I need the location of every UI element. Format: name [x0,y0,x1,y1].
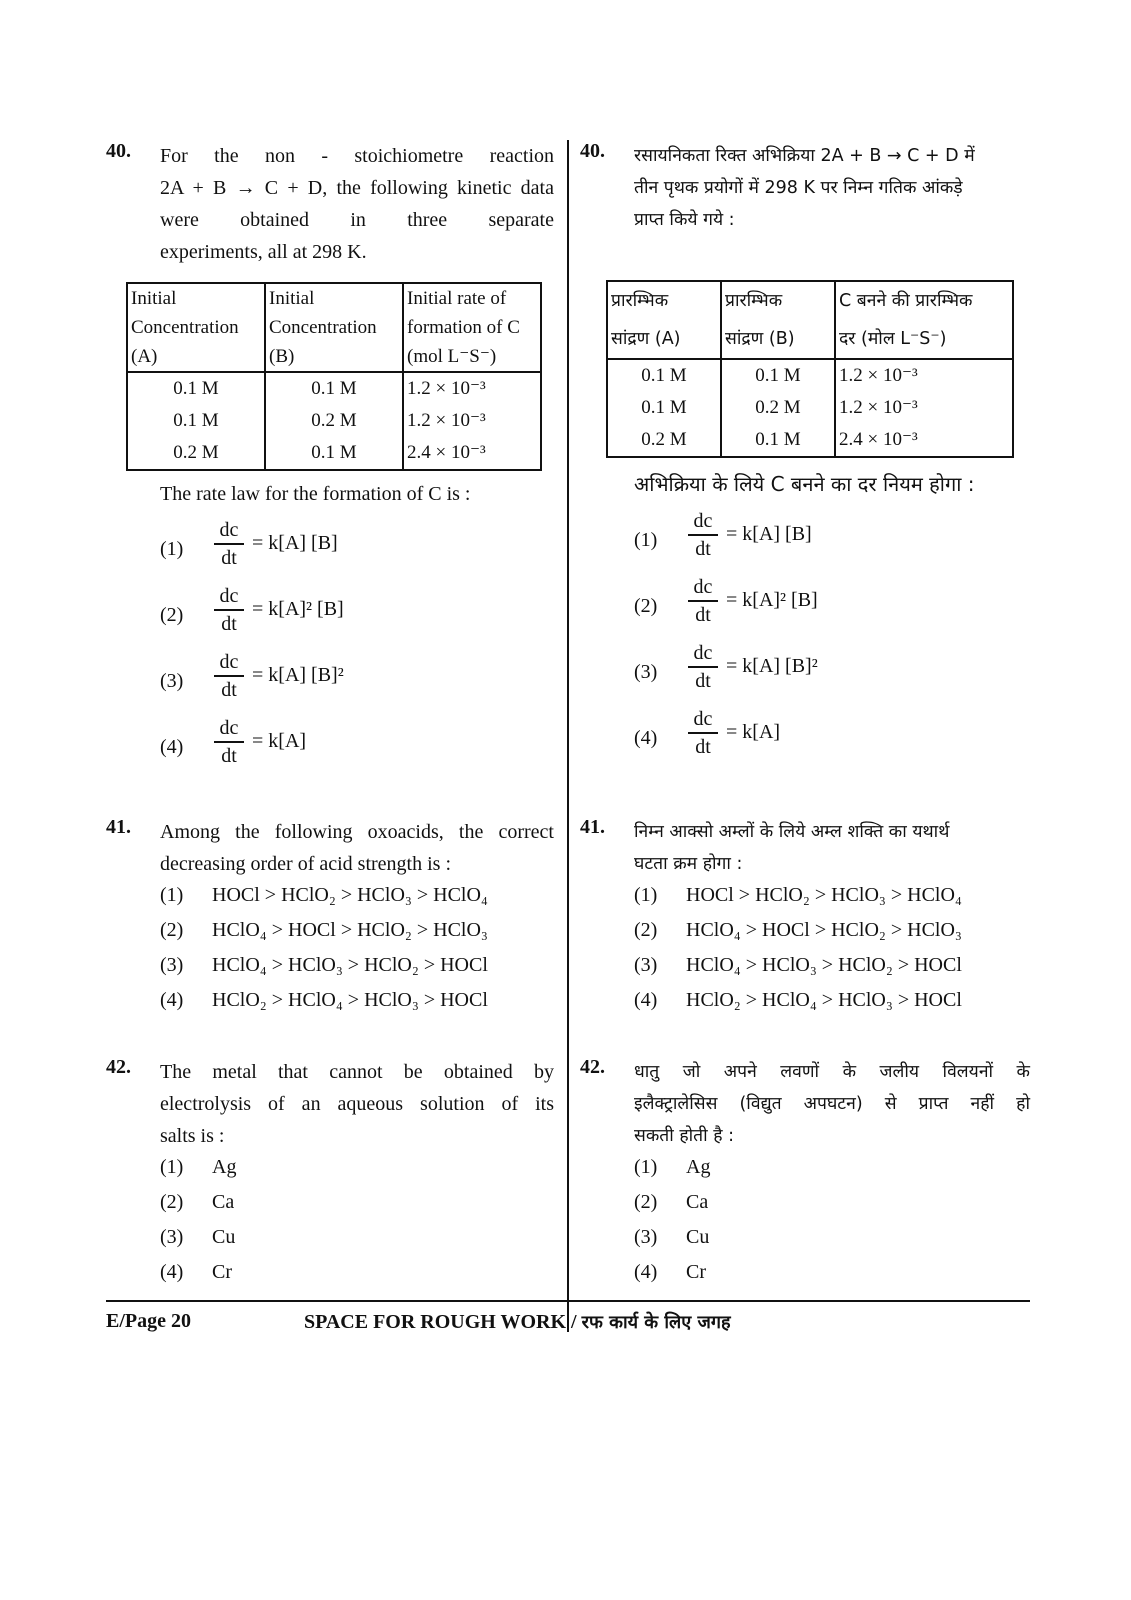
derivative-fraction: dc dt [214,716,244,768]
option-number: (2) [160,604,184,626]
derivative-fraction: dc dt [214,650,244,702]
metal-options-en [106,1156,554,1296]
option-number: (4) [160,736,184,758]
option-4[interactable] [634,707,1030,773]
kinetic-data-table [606,280,1014,458]
table-header-row [127,283,541,372]
derivative-fraction: dc dt [688,641,718,693]
derivative-fraction: dc dt [214,584,244,636]
option-3[interactable] [160,650,554,716]
footer-rule [106,1300,1030,1302]
question-41-hi [580,816,1030,1024]
option-1[interactable]: (1) Ag [160,1156,237,1178]
acid-options-hi [580,884,1030,1024]
table-cell: 0.1 M [721,424,835,457]
table-cell: 0.1 M [265,437,403,470]
table-cell: 0.2 M [721,392,835,424]
option-text: = k[A] [252,730,307,752]
derivative-fraction: dc dt [688,575,718,627]
question-number: 42. [106,1056,131,1078]
option-2[interactable] [634,575,1030,641]
option-3[interactable] [634,641,1030,707]
table-row [127,372,541,405]
option-text: = k[A] [B] [252,532,338,554]
question-text: salts is : [160,1125,225,1147]
table-row [127,437,541,470]
question-text: 2A + B → C + D, the following kinetic data [160,177,554,199]
option-1[interactable]: (1) HOCl > HClO₂ > HClO₃ > HClO₄ [634,884,962,906]
question-number: 40. [106,140,131,162]
option-3[interactable]: (3) Cu [160,1226,236,1248]
table-cell: 0.2 M [265,405,403,437]
option-text: = k[A] [B]² [252,664,344,686]
table-cell: 0.1 M [265,372,403,405]
option-text: = k[A] [B] [726,523,812,545]
question-42-en [106,1056,554,1296]
question-text: decreasing order of acid strength is : [160,853,452,875]
kinetic-data-table [126,282,542,471]
option-2[interactable]: (2) HClO₄ > HOCl > HClO₂ > HClO₃ [634,919,962,941]
option-1[interactable] [160,518,554,584]
question-number: 40. [580,140,605,162]
table-row [607,424,1013,457]
table-header-cell: Initial rate of formation of C (mol L⁻S⁻) [403,283,541,372]
question-prompt: The rate law for the formation of C is : [160,483,471,505]
option-2[interactable]: (2) Ca [160,1191,235,1213]
option-number: (4) [634,727,658,749]
table-cell: 1.2 × 10⁻³ [403,405,541,437]
option-number: (2) [634,595,658,617]
column-divider [567,140,569,1332]
table-cell: 1.2 × 10⁻³ [835,392,1013,424]
question-text: घटता क्रम होगा : [634,854,743,874]
table-header-row [607,281,1013,359]
question-number: 41. [106,816,131,838]
option-text: = k[A]² [B] [252,598,344,620]
table-row [607,392,1013,424]
table-cell: 1.2 × 10⁻³ [835,359,1013,392]
table-cell: 0.2 M [607,424,721,457]
option-text: = k[A] [B]² [726,655,818,677]
option-text: = k[A] [726,721,781,743]
table-row [127,405,541,437]
question-text: were obtained in three separate [160,209,554,231]
rough-work-label: SPACE FOR ROUGH WORK / रफ कार्य के लिए जगह [304,1311,731,1333]
option-2[interactable]: (2) Ca [634,1191,709,1213]
derivative-fraction: dc dt [214,518,244,570]
option-number: (1) [160,538,184,560]
option-2[interactable]: (2) HClO₄ > HOCl > HClO₂ > HClO₃ [160,919,488,941]
question-prompt: अभिक्रिया के लिये C बनने का दर नियम होगा : [634,472,975,496]
table-cell: 0.1 M [607,392,721,424]
rate-options-hi [580,509,1030,773]
acid-options-en [106,884,554,1024]
option-4[interactable] [160,716,554,782]
page-number: E/Page 20 [106,1310,191,1332]
question-text: electrolysis of an aqueous solution of its [160,1093,554,1115]
derivative-fraction: dc dt [688,707,718,759]
option-number: (1) [634,529,658,551]
option-3[interactable]: (3) Cu [634,1226,710,1248]
question-40-hi [580,140,1030,773]
question-text: धातु जो अपने लवणों के जलीय विलयनों के [634,1062,1030,1082]
question-40-en [106,140,554,782]
question-42-hi [580,1056,1030,1296]
option-1[interactable]: (1) HOCl > HClO₂ > HClO₃ > HClO₄ [160,884,488,906]
question-number: 42. [580,1056,605,1078]
option-3[interactable]: (3) HClO₄ > HClO₃ > HClO₂ > HOCl [634,954,962,976]
derivative-fraction: dc dt [688,509,718,561]
table-header-cell: प्रारम्भिक सांद्रण (A) [607,281,721,359]
question-text: सकती होती है : [634,1126,734,1146]
table-header-cell: प्रारम्भिक सांद्रण (B) [721,281,835,359]
option-4[interactable]: (4) Cr [634,1261,706,1283]
question-text: प्राप्त किये गये : [634,210,735,230]
table-cell: 0.1 M [721,359,835,392]
question-41-en [106,816,554,1024]
table-cell: 0.1 M [127,372,265,405]
table-cell: 2.4 × 10⁻³ [835,424,1013,457]
table-cell: 2.4 × 10⁻³ [403,437,541,470]
rate-options-en [106,518,554,782]
option-4[interactable]: (4) HClO₂ > HClO₄ > HClO₃ > HOCl [160,989,488,1011]
option-number: (3) [634,661,658,683]
question-number: 41. [580,816,605,838]
question-text: इलैक्ट्रालेसिस (विद्युत अपघटन) से प्राप्त नहीं हो [634,1094,1030,1114]
table-row [607,359,1013,392]
question-text: experiments, all at 298 K. [160,241,367,263]
option-4[interactable]: (4) HClO₂ > HClO₄ > HClO₃ > HOCl [634,989,962,1011]
option-2[interactable] [160,584,554,650]
question-text: For the non - stoichiometre reaction [160,145,554,167]
question-text: Among the following oxoacids, the correct [160,821,554,843]
question-text: The metal that cannot be obtained by [160,1061,554,1083]
table-header-cell: C बनने की प्रारम्भिक दर (मोल L⁻S⁻) [835,281,1013,359]
option-1[interactable]: (1) Ag [634,1156,711,1178]
option-4[interactable]: (4) Cr [160,1261,232,1283]
table-cell: 0.2 M [127,437,265,470]
table-cell: 1.2 × 10⁻³ [403,372,541,405]
table-cell: 0.1 M [127,405,265,437]
option-text: = k[A]² [B] [726,589,818,611]
option-1[interactable] [634,509,1030,575]
question-text: रसायनिकता रिक्त अभिक्रिया 2A + B → C + D में [634,146,975,166]
question-text: निम्न आक्सो अम्लों के लिये अम्ल शक्ति का यथार्थ [634,822,950,842]
table-header-cell: Initial Concentration (A) [127,283,265,372]
metal-options-hi [580,1156,1030,1296]
table-cell: 0.1 M [607,359,721,392]
option-number: (3) [160,670,184,692]
question-text: तीन पृथक प्रयोगों में 298 K पर निम्न गतिक आंकड़े [634,178,963,198]
option-3[interactable]: (3) HClO₄ > HClO₃ > HClO₂ > HOCl [160,954,488,976]
table-header-cell: Initial Concentration (B) [265,283,403,372]
